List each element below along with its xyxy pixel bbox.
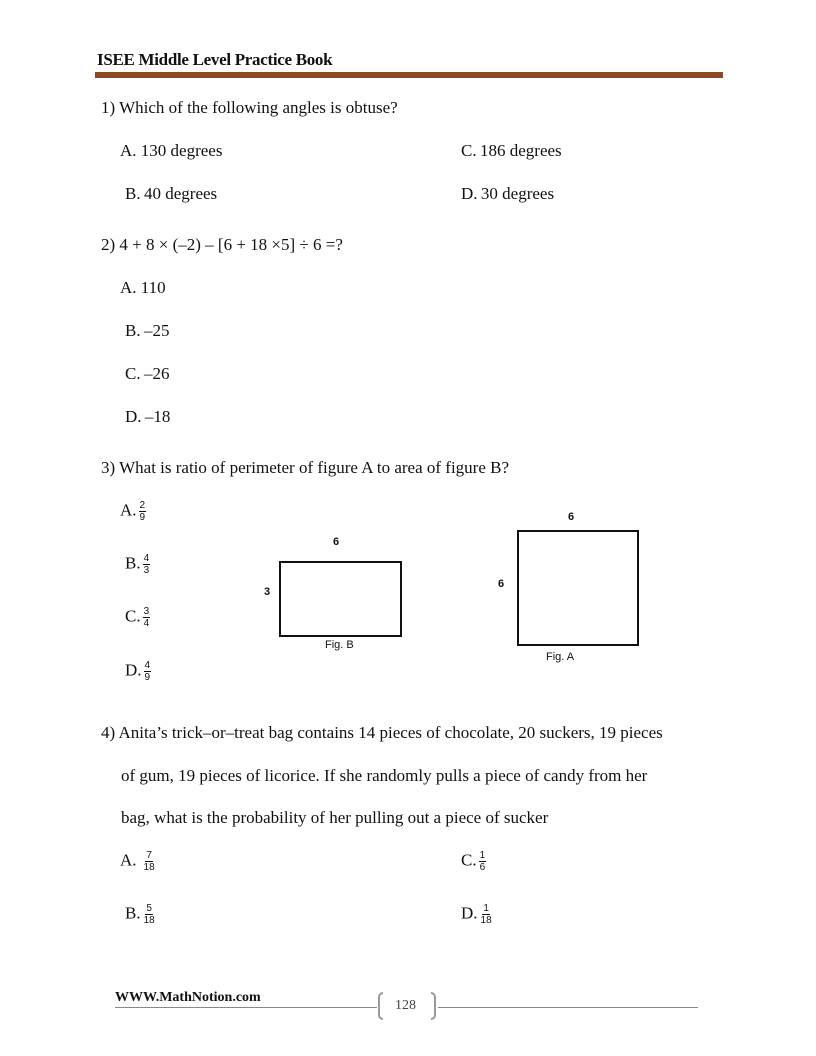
q2-option-a: A. 110: [120, 278, 166, 297]
fraction-denominator: 18: [143, 915, 155, 926]
fraction-denominator: 6: [479, 862, 486, 873]
fig-b-width-label: 6: [333, 536, 340, 548]
q4-option-c-label: C.: [461, 850, 477, 870]
q2-option-b: B. –25: [125, 321, 170, 340]
q3-option-a-label: A.: [120, 500, 137, 520]
fraction-denominator: 9: [144, 672, 151, 683]
fig-a-height-label: 6: [498, 578, 505, 590]
q4-option-b: [125, 903, 156, 926]
fig-b-height-label: 3: [264, 586, 271, 598]
q1-option-a: A. 130 degrees: [120, 141, 223, 160]
fraction-denominator: 9: [139, 512, 146, 523]
q1-option-c: C. 186 degrees: [461, 141, 562, 160]
question-3-text: 3) What is ratio of perimeter of figure A to area of figure B?: [101, 458, 510, 477]
q1-option-b: B. 40 degrees: [125, 184, 218, 203]
q3-option-d: [125, 660, 151, 683]
fraction-numerator: 1: [479, 850, 486, 861]
fraction-numerator: 4: [144, 660, 151, 671]
fraction-numerator: 4: [143, 553, 150, 564]
q4-option-a-fraction: [143, 850, 156, 873]
question-4-line-1: 4) Anita’s trick–or–treat bag contains 14 pieces of chocolate, 20 suckers, 19 pieces: [101, 723, 663, 742]
fig-b-rectangle: [279, 561, 402, 637]
q4-option-c: [461, 850, 486, 873]
fraction-denominator: 18: [480, 915, 492, 926]
q3-option-d-fraction: [144, 660, 152, 683]
fraction-denominator: 3: [143, 565, 150, 576]
q3-option-d-label: D.: [125, 660, 142, 680]
q4-option-d-label: D.: [461, 903, 478, 923]
q4-option-a: [120, 850, 156, 873]
fraction-numerator: 5: [146, 903, 152, 914]
q1-option-d: D. 30 degrees: [461, 184, 555, 203]
q4-option-d-fraction: [480, 903, 493, 926]
footer-rule-right: [438, 1007, 698, 1008]
q4-option-c-fraction: [479, 850, 487, 873]
fraction-denominator: 4: [143, 618, 150, 629]
fig-a-width-label: 6: [568, 511, 575, 523]
fig-a-square: [517, 530, 639, 646]
fraction-numerator: 7: [146, 850, 152, 861]
fraction-denominator: 18: [143, 862, 155, 873]
fig-a-caption: Fig. A: [546, 651, 575, 663]
q4-option-b-label: B.: [125, 903, 141, 923]
fraction-numerator: 1: [483, 903, 489, 914]
footer-website: WWW.MathNotion.com: [115, 990, 261, 1005]
q2-option-d: D. –18: [125, 407, 171, 426]
q4-option-d: [461, 903, 493, 926]
question-1-text: 1) Which of the following angles is obtuse?: [101, 98, 398, 117]
page-number-bracket-left: [378, 992, 383, 1020]
q3-option-b-fraction: [143, 553, 151, 576]
fraction-numerator: 2: [139, 500, 146, 511]
footer-rule-left: [115, 1007, 377, 1008]
question-4-line-3: bag, what is the probability of her pulling out a piece of sucker: [121, 808, 549, 827]
q3-option-a-fraction: [139, 500, 147, 523]
q3-option-b-label: B.: [125, 553, 141, 573]
q3-option-b: [125, 553, 150, 576]
fig-b-caption: Fig. B: [325, 639, 354, 651]
question-2-text: 2) 4 + 8 × (–2) – [6 + 18 ×5] ÷ 6 =?: [101, 235, 343, 254]
header-rule: [95, 72, 723, 78]
q3-option-c-label: C.: [125, 606, 141, 626]
q4-option-b-fraction: [143, 903, 156, 926]
q3-option-a: [120, 500, 146, 523]
question-4-line-2: of gum, 19 pieces of licorice. If she randomly pulls a piece of candy from her: [121, 766, 648, 785]
page-header-title: ISEE Middle Level Practice Book: [97, 50, 333, 69]
q2-option-c: C. –26: [125, 364, 170, 383]
q3-option-c-fraction: [143, 606, 151, 629]
page-number: 128: [395, 998, 416, 1013]
fraction-numerator: 3: [143, 606, 150, 617]
q3-option-c: [125, 606, 150, 629]
q4-option-a-label: A.: [120, 850, 137, 870]
page-number-bracket-right: [431, 992, 436, 1020]
